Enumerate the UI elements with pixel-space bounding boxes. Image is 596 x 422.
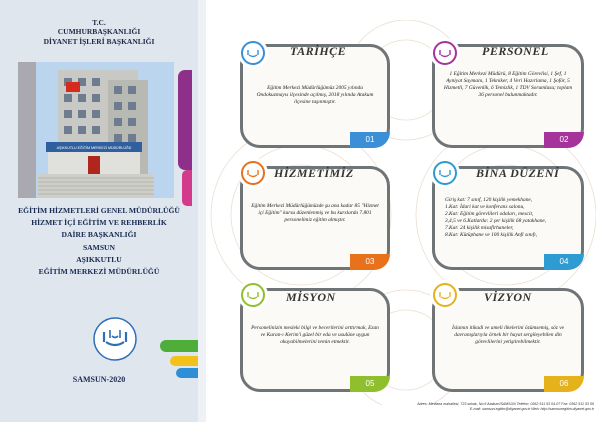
card-text-line: Giriş kat: 7 sınıf, 120 kişilik yemekhane,	[445, 197, 533, 203]
header-line-3: DİYANET İŞLERİ BAŞKANLIĞI	[43, 36, 155, 46]
badge-orange	[238, 158, 268, 188]
card-text-line: 2.Kat: Eğitim görevlileri odaları, mescit,	[445, 211, 534, 217]
card-text-line: 1.Kat: İdari kat ve konferans salonu,	[445, 204, 525, 210]
diyanet-logo	[92, 316, 138, 362]
badge-blue	[238, 38, 268, 68]
card-text-line: 3,4,5 ve 6.Katlarda: 2 şer kişilik 68 yatakhane,	[445, 218, 547, 224]
header-line-2: CUMHURBAŞKANLIĞI	[57, 27, 141, 36]
flag	[66, 82, 80, 92]
card-number: 03	[350, 254, 390, 270]
footer-web: E-mail: samsun.egitim@diyanet.gov.tr Web: http://samsunegitim.diyanet.gov.tr	[469, 407, 594, 411]
card-title: TARİHÇE	[290, 44, 347, 58]
institution-line: HİZMET İÇİ EĞİTİM VE REHBERLİK	[31, 218, 167, 228]
institution-line: EĞİTİM HİZMETLERİ GENEL MÜDÜRLÜĞÜ	[18, 206, 180, 215]
card-text: Personelinizin mesleki bilgi ve becerilerini arttırmak, Ezan ve Kuran-ı Kerim'i güzel bir eda ve usulüne uygun okuyabilmelerini temin etmektir.	[251, 325, 379, 345]
building-photo	[18, 62, 174, 198]
card-title: HİZMETİMİZ	[274, 166, 354, 180]
card-number: 06	[544, 376, 584, 392]
institution-line: EĞİTİM MERKEZİ MÜDÜRLÜĞÜ	[38, 267, 160, 277]
card-text-list	[445, 197, 573, 239]
diyanet-emblem-icon	[434, 284, 456, 306]
diyanet-emblem-icon	[434, 42, 456, 64]
header-line-1: T.C.	[92, 18, 106, 27]
institution-line: AŞIKKUTLU	[76, 254, 122, 264]
institution-line: DAİRE BAŞKANLIĞI	[61, 230, 137, 240]
card-title: BİNA DÜZENİ	[476, 166, 560, 180]
accent-green	[160, 340, 198, 352]
institution-block	[0, 205, 198, 278]
card-number: 01	[350, 132, 390, 148]
diyanet-emblem-icon	[242, 42, 264, 64]
badge-lightblue	[430, 158, 460, 188]
card-title: PERSONEL	[482, 44, 549, 58]
card-text: Eğitim Merkezi Müdürlüğümüz 2005 yılında Ondokuzmayıs ilçesinde açılmış, 2018 yılında Atakum ilçesine taşınmıştır.	[256, 85, 374, 105]
accent-purple	[178, 70, 192, 170]
card-number: 02	[544, 132, 584, 148]
card-text-line: 8.Kat: Kütüphane ve 100 kişilik Anfi sınıfı,	[445, 232, 538, 238]
accent-yellow	[170, 356, 198, 366]
header	[0, 18, 198, 46]
card-title: MİSYON	[286, 290, 336, 304]
badge-green	[238, 280, 268, 310]
badge-purple	[430, 38, 460, 68]
year-label: SAMSUN-2020	[72, 375, 126, 384]
card-text: İslamın itikadi ve ameli ilkelerini özümsemiş, söz ve davranışlarıyla örnek bir hayat sergileyebilen din görevlilerini yetiştirebilmektir.	[452, 325, 564, 345]
card-title: VİZYON	[484, 290, 532, 304]
institution-line: SAMSUN	[82, 242, 116, 252]
accent-pink	[182, 170, 192, 206]
card-number: 04	[544, 254, 584, 270]
badge-yellow	[430, 280, 460, 310]
card-text-line: 7.Kat: 24 kişilik misafirhaneler,	[445, 225, 514, 231]
building-illustration	[18, 62, 174, 198]
diyanet-emblem-icon	[242, 284, 264, 306]
diyanet-emblem-icon	[434, 162, 456, 184]
card-number: 05	[350, 376, 390, 392]
footer-contact	[350, 402, 594, 412]
diyanet-emblem-icon	[242, 162, 264, 184]
card-text: 1 Eğitim Merkezi Müdürü, 8 Eğitim Görevlisi, 1 Şef, 1 Ayniyat Saymanı, 1 Tekniker, 4 Veri Hazırlama, 1 Şoför, 5 Hizmetli, 7 Güvenlik, 6 Temizlik, 1 TDV Sorumlusu; toplam 36 personel bulunmaktadır.	[443, 71, 573, 98]
footer-address: Adres: Mevlana mahallesi, 723.sokak, No:6 Atakum/SAMSUN Telefon: 0362 511 53 04-07 Fax: 0362 511 53 06	[417, 402, 594, 406]
divider-strip	[198, 0, 206, 422]
card-text: Eğitim Merkezi Müdürlüğümüzde şu ana kadar 85 "Hizmet içi Eğitim" kursu düzenlenmiş ve bu kurslarda 7.801 personelimiz eğitim almıştır.	[251, 203, 379, 223]
building-sign: AŞIKKUTLU EĞİTİM MERKEZİ MÜDÜRLÜĞÜ	[56, 146, 132, 150]
